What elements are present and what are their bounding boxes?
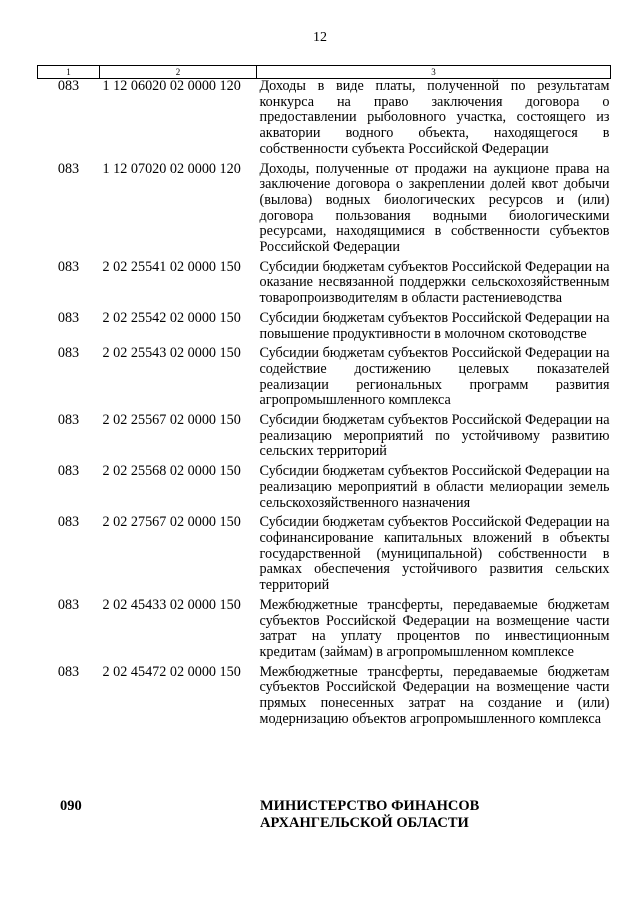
kbk-code-cell: 2 02 25543 02 0000 150	[102, 345, 241, 362]
kbk-code-cell: 1 12 07020 02 0000 120	[102, 160, 241, 177]
table-row	[38, 464, 611, 515]
table-row	[38, 346, 611, 413]
admin-code-cell: 083	[57, 309, 80, 326]
page-number: 12	[313, 30, 327, 45]
admin-code-cell: 083	[57, 463, 80, 480]
kbk-code-cell: 2 02 45433 02 0000 150	[102, 596, 241, 613]
kbk-code-cell: 2 02 25568 02 0000 150	[102, 463, 241, 480]
description-cell: Межбюджетные трансферты, передаваемые бюджетам субъектов Российской Федерации на возмещение части прямых понесенных затрат на создание и (или) модернизацию объектов агропромышленного комплекса	[259, 663, 610, 727]
table-row	[38, 515, 611, 598]
description-cell: Межбюджетные трансферты, передаваемые бюджетам субъектов Российской Федерации на возмещение части затрат на уплату процентов по инвестиционным кредитам (займам) в агропромышленном комплексе	[259, 596, 610, 660]
table-row	[38, 665, 611, 732]
description-cell: Субсидии бюджетам субъектов Российской Федерации на повышение продуктивности в молочном скотоводстве	[259, 309, 610, 342]
ministry-name	[260, 798, 600, 832]
admin-code-cell: 083	[57, 663, 80, 680]
kbk-code-cell: 1 12 06020 02 0000 120	[102, 78, 241, 94]
column-header-3: 3	[257, 66, 611, 79]
kbk-code-cell: 2 02 25567 02 0000 150	[102, 412, 241, 429]
admin-code-cell: 083	[57, 596, 80, 613]
table-header-row	[38, 66, 611, 79]
table-row	[38, 311, 611, 346]
admin-code-cell: 083	[57, 78, 80, 94]
table-row	[38, 79, 611, 162]
ministry-name-line-2: АРХАНГЕЛЬСКОЙ ОБЛАСТИ	[260, 815, 469, 831]
description-cell: Субсидии бюджетам субъектов Российской Федерации на содействие достижению целевых показателей реализации региональных программ развития агропромышленного комплекса	[259, 345, 610, 409]
kbk-code-cell: 2 02 27567 02 0000 150	[102, 514, 241, 531]
kbk-code-cell: 2 02 45472 02 0000 150	[102, 663, 241, 680]
description-cell: Субсидии бюджетам субъектов Российской Федерации на реализацию мероприятий в области мелиорации земель сельскохозяйственного назначения	[259, 463, 610, 511]
ministry-name-line-1: МИНИСТЕРСТВО ФИНАНСОВ	[260, 798, 480, 814]
admin-code-cell: 083	[57, 160, 80, 177]
description-cell: Субсидии бюджетам субъектов Российской Федерации на оказание несвязанной поддержки сельскохозяйственным товаропроизводителям в области растениеводства	[259, 258, 610, 307]
column-header-1: 1	[38, 66, 100, 79]
admin-code-cell: 083	[57, 345, 80, 362]
budget-classification-table	[37, 65, 611, 731]
column-header-2: 2	[100, 66, 257, 79]
admin-code-cell: 083	[57, 514, 80, 531]
kbk-code-cell: 2 02 25542 02 0000 150	[102, 309, 241, 326]
admin-code-cell: 083	[57, 412, 80, 429]
kbk-code-cell: 2 02 25541 02 0000 150	[102, 258, 241, 275]
table-row	[38, 413, 611, 464]
admin-code-cell: 083	[57, 258, 80, 275]
table-row	[38, 598, 611, 665]
description-cell: Доходы в виде платы, полученной по результатам конкурса на право заключения договора о предоставлении рыболовного участка, состоящего из акватории водного объекта, находящегося в собственности субъекта Российской Федерации	[259, 78, 610, 157]
table-body	[38, 79, 611, 732]
description-cell: Субсидии бюджетам субъектов Российской Федерации на реализацию мероприятий по устойчивому развитию сельских территорий	[259, 412, 610, 460]
description-cell: Доходы, полученные от продажи на аукционе права на заключение договора о закреплении долей квот добычи (вылова) водных биологических ресурсов и (или) договора пользования водными биологическими ресурсами, находящимися в собственности субъектов Российской Федерации	[259, 160, 610, 256]
table-row	[38, 260, 611, 311]
description-cell: Субсидии бюджетам субъектов Российской Федерации на софинансирование капитальных вложений в объекты государственной (муниципальной) собственности в рамках обеспечения устойчивого развития сельских территорий	[259, 514, 610, 594]
ministry-code: 090	[60, 798, 82, 814]
table-row	[38, 162, 611, 260]
